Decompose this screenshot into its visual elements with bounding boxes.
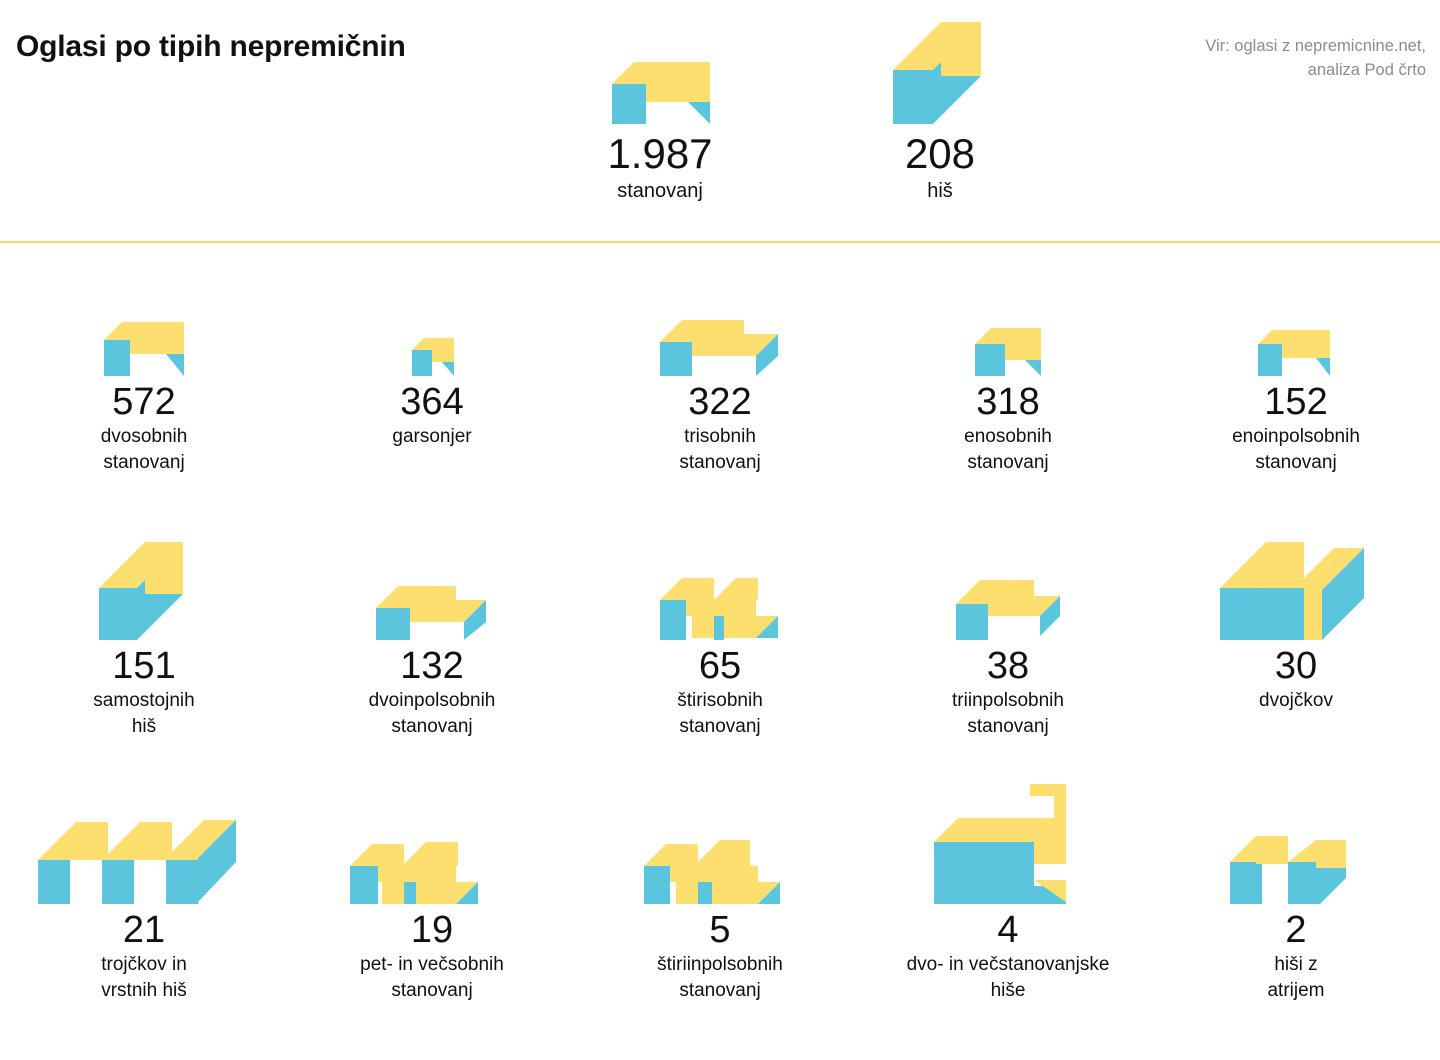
double-house-icon (652, 532, 788, 640)
category-value: 318 (976, 381, 1040, 423)
page-title: Oglasi po tipih nepremičnin (16, 30, 406, 63)
category-value: 152 (1264, 381, 1328, 423)
highlight-item-apartments (560, 14, 760, 204)
category-label (360, 952, 504, 1004)
category-grid (0, 268, 1440, 1060)
category-label (369, 688, 496, 740)
atrium-house-icon (1222, 796, 1370, 904)
category-label (1232, 424, 1360, 476)
category-label-line2: hiše (990, 980, 1026, 1001)
category-label-line1: trisobnih (684, 426, 756, 447)
category-label-line2: atrijem (1267, 980, 1325, 1001)
category-label (657, 952, 783, 1004)
row-houses-icon (32, 796, 256, 904)
category-label-line1: samostojnih (93, 690, 195, 711)
category-value: 19 (410, 909, 454, 951)
category-cell (0, 532, 288, 796)
source-line-2: analiza Pod črto (1307, 61, 1426, 79)
highlight-label: hiš (927, 180, 953, 202)
highlight-row (560, 14, 1120, 204)
category-label-line1: štirisobnih (677, 690, 763, 711)
house-roof-icon (600, 14, 720, 124)
category-value: 322 (688, 381, 752, 423)
category-value: 30 (1274, 645, 1318, 687)
category-label-line1: štiriinpolsobnih (657, 954, 783, 975)
wide-house-icon (948, 532, 1068, 640)
category-cell (576, 796, 864, 1060)
category-label (952, 688, 1064, 740)
category-label-line2: stanovanj (391, 980, 473, 1001)
house-roof-icon (965, 268, 1051, 376)
category-label-line2: stanovanj (1255, 452, 1337, 473)
category-label-line2: vrstnih hiš (101, 980, 187, 1001)
category-label (1267, 952, 1324, 1004)
category-value: 2 (1285, 909, 1307, 951)
category-cell (576, 268, 864, 532)
category-label-line2: stanovanj (391, 716, 473, 737)
category-value: 572 (112, 381, 176, 423)
category-label-line1: trojčkov in (101, 954, 187, 975)
source-note (1205, 34, 1426, 82)
category-cell (1152, 532, 1440, 796)
category-cell (0, 796, 288, 1060)
category-label-line1: dvojčkov (1259, 690, 1333, 711)
category-cell (864, 268, 1152, 532)
category-label-line2: stanovanj (967, 716, 1049, 737)
small-house-icon (402, 268, 462, 376)
category-label-line1: dvosobnih (100, 426, 188, 447)
multi-dwelling-icon (924, 796, 1092, 904)
category-label-line1: dvo- in večstanovanjske (906, 954, 1110, 975)
category-label-line1: hiši z (1274, 954, 1318, 975)
category-cell (576, 532, 864, 796)
category-cell (0, 268, 288, 532)
pitched-house-icon (885, 14, 995, 124)
category-label-line2: stanovanj (103, 452, 185, 473)
category-value: 38 (986, 645, 1030, 687)
category-label (1259, 688, 1333, 714)
category-value: 65 (698, 645, 742, 687)
category-cell (288, 532, 576, 796)
category-value: 5 (709, 909, 731, 951)
house-roof-icon (1250, 268, 1342, 376)
source-line-1: Vir: oglasi z nepremicnine.net, (1205, 37, 1426, 55)
category-label-line1: pet- in večsobnih (360, 954, 504, 975)
category-value: 4 (997, 909, 1019, 951)
category-cell (1152, 796, 1440, 1060)
category-cell (288, 268, 576, 532)
category-value: 151 (112, 645, 176, 687)
category-label-line2: stanovanj (679, 980, 761, 1001)
category-label (907, 952, 1110, 1004)
twin-house-icon (1212, 532, 1380, 640)
house-roof-icon (94, 268, 194, 376)
wide-house-icon (652, 268, 788, 376)
double-house-icon (342, 796, 522, 904)
category-cell (288, 796, 576, 1060)
double-house-icon (636, 796, 804, 904)
category-value: 21 (122, 909, 166, 951)
category-cell (864, 532, 1152, 796)
category-label (677, 688, 763, 740)
header (0, 0, 1440, 240)
divider (0, 241, 1440, 243)
category-label (392, 424, 471, 450)
highlight-item-houses (840, 14, 1040, 204)
category-cell (864, 796, 1152, 1060)
category-label-line2: stanovanj (679, 716, 761, 737)
category-value: 132 (400, 645, 464, 687)
category-label (93, 688, 194, 740)
category-label-line1: garsonjer (392, 426, 472, 447)
category-value: 364 (400, 381, 464, 423)
category-label-line1: enoinpolsobnih (1232, 426, 1360, 447)
category-label (101, 952, 187, 1004)
pitched-house-icon (91, 532, 197, 640)
category-label-line1: triinpolsobnih (952, 690, 1064, 711)
highlight-value: 208 (904, 130, 976, 177)
category-cell (1152, 268, 1440, 532)
highlight-label: stanovanj (617, 180, 703, 202)
category-label-line2: stanovanj (679, 452, 761, 473)
category-label-line1: enosobnih (964, 426, 1052, 447)
category-label (101, 424, 188, 476)
category-label-line2: hiš (131, 716, 157, 737)
category-label (964, 424, 1052, 476)
category-label-line2: stanovanj (967, 452, 1049, 473)
category-label (679, 424, 760, 476)
wide-house-icon (368, 532, 496, 640)
category-label-line1: dvoinpolsobnih (368, 690, 496, 711)
highlight-value: 1.987 (607, 130, 713, 177)
